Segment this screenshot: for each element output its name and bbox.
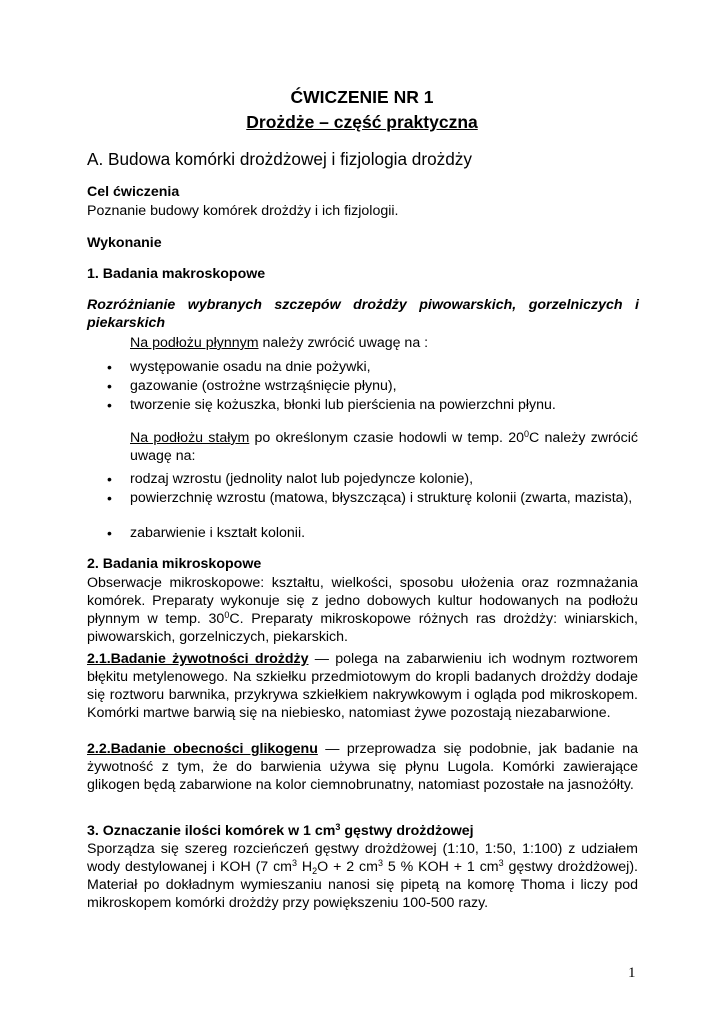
bullet-icon: • [107,471,112,487]
cel-heading: Cel ćwiczenia [87,184,180,200]
title-line-2 [0,111,724,133]
section-3-paragraph [87,840,638,912]
cubic-sup: 3 [377,858,383,868]
section-1-subheading: Rozróżnianie wybranych szczepów drożdży piwowarskich, gorzelniczych i piekarskich [87,297,639,331]
s3-text-2: H [297,859,313,875]
section-2-2-label: 2.2.Badanie obecności glikogenu [87,741,318,757]
solid-item: rodzaj wzrostu (jednolity nalot lub pojedyncze kolonie), [130,471,474,487]
section-2-2-paragraph [87,740,638,794]
section-2-1-paragraph [87,650,638,722]
liquid-item: tworzenie się kożuszka, błonki lub pierścienia na powierzchni płynu. [130,397,556,413]
cubic-sup: 3 [498,858,504,868]
cubic-sup: 3 [292,858,298,868]
section-2-text-b: C. Preparaty mikroskopowe różnych ras drożdży: winiarskich, piwowarskich, gorzelniczych, piekarskich. [87,611,638,645]
section-2-paragraph [87,574,638,646]
solid-item: zabarwienie i kształt kolonii. [130,525,306,541]
section-3-heading-b: gęstwy drożdżowej [340,823,474,839]
liquid-item: występowanie osadu na dnie pożywki, [130,359,371,375]
section-2-1-label: 2.1.Badanie żywotności drożdży [87,651,309,667]
bullet-icon: • [107,490,112,506]
section-1-heading: 1. Badania makroskopowe [87,266,266,282]
solid-medium-rest-b: C należy zwrócić uwagę na: [130,430,639,464]
degree-sup: 0 [224,610,230,620]
bullet-icon: • [107,378,112,394]
wykonanie-heading: Wykonanie [87,235,162,251]
s3-text-4: 5 % KOH + 1 cm [382,859,499,875]
degree-sup: 0 [524,429,530,439]
bullet-icon: • [107,397,112,413]
section-3-heading [87,822,474,840]
cubic-sup: 3 [335,822,341,832]
solid-medium-label: Na podłożu stałym [130,430,250,446]
liquid-medium-rest: należy zwrócić uwagę na : [258,335,429,351]
title-line-2-text: Drożdże – część praktyczna [246,112,478,132]
section-3-heading-a: 3. Oznaczanie ilości komórek w 1 cm [87,823,336,839]
liquid-medium-label: Na podłożu płynnym [130,335,259,351]
solid-item: powierzchnię wzrostu (matowa, błyszcząca) i strukturę kolonii (zwarta, mazista), [130,490,633,506]
liquid-item: gazowanie (ostrożne wstrząśnięcie płynu), [130,378,397,394]
s3-text-3: O + 2 cm [317,859,378,875]
section-2-1-text: — polega na zabarwieniu ich wodnym roztworem błękitu metylenowego. Na szkiełku przedmiotowym do kropli badanych drożdży dodaje się roztworu barwnika, przykrywa szkiełkiem nakrywkowym i ogląda pod mikroskopem. Komórki martwe barwią się na niebiesko, natomiast żywe pozostają niezabarwione. [87,651,638,721]
solid-medium-rest-a: po określonym czasie hodowli w temp. 20 [249,430,524,446]
s3-text-1: Sporządza się szereg rozcieńczeń gęstwy drożdżowej (1:10, 1:50, 1:100) z udziałem wody destylowanej i KOH (7 cm [87,841,638,875]
section-a-heading: A. Budowa komórki drożdżowej i fizjologia drożdży [87,149,472,169]
bullet-icon: • [107,359,112,375]
title-line-1: ĆWICZENIE NR 1 [290,87,434,107]
s3-text-5: gęstwy drożdżowej). Materiał po dokładnym wymieszaniu nanosi się pipetą na komorę Thoma i liczy pod mikroskopem komórki drożdży przy powiększeniu 100-500 razy. [87,859,638,911]
bullet-icon: • [107,525,112,541]
cel-text: Poznanie budowy komórek drożdży i ich fizjologii. [87,203,399,219]
solid-medium-paragraph [130,429,638,465]
liquid-medium-line [130,334,428,352]
section-2-heading: 2. Badania mikroskopowe [87,556,262,572]
subscript: 2 [312,866,318,876]
page-number: 1 [628,965,636,981]
section-2-text-a: Obserwacje mikroskopowe: kształtu, wielkości, sposobu ułożenia oraz rozmnażania komórek. Preparaty wykonuje się z jedno dobowych kultur hodowanych na podłożu płynnym w temp. 30 [87,575,638,627]
section-2-2-text: — przeprowadza się podobnie, jak badanie na żywotność z tym, że do barwienia używa się płynu Lugola. Komórki zawierające glikogen będą zabarwione na kolor ciemnobrunatny, natomiast pozostałe na jasnożółty. [87,741,638,793]
